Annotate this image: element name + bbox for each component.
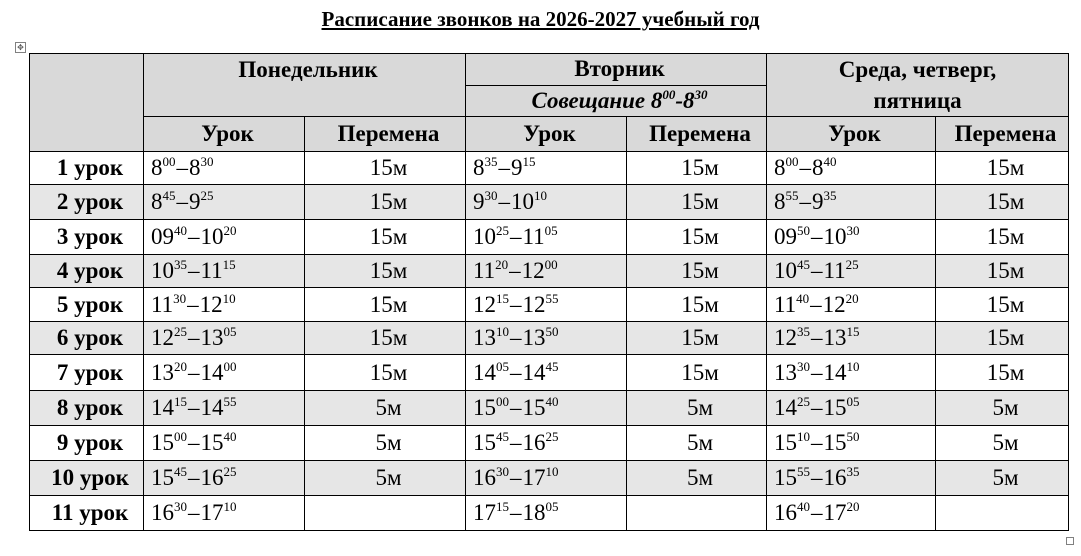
end-minute: 40 [823,154,837,169]
tuesday-meeting-end-min: 30 [694,86,708,102]
wed-lesson-time [767,185,936,220]
start-hour: 15 [774,430,798,455]
start-minute: 45 [797,257,811,272]
time-dash: – [811,465,823,490]
end-hour: 11 [200,258,223,283]
end-minute: 35 [846,464,860,479]
start-minute: 40 [796,290,810,306]
lesson-number: 4 урок [30,255,144,288]
start-minute: 30 [173,290,187,306]
table-row [30,426,1069,461]
start-minute: 05 [496,358,509,374]
end-hour: 10 [200,224,224,249]
tue-break: 15м [627,288,767,322]
start-hour: 13 [774,359,798,385]
mon-break: 5м [305,391,466,426]
end-hour: 13 [823,325,847,350]
tue-break: 5м [627,426,767,461]
tuesday-meeting-start-hour: 8 [650,87,663,113]
start-hour: 09 [774,224,798,249]
start-hour: 15 [151,430,174,455]
end-minute: 55 [545,290,559,306]
start-hour: 10 [151,258,174,283]
start-minute: 15 [496,290,509,306]
start-hour: 10 [774,258,798,283]
start-hour: 11 [473,258,496,283]
end-minute: 35 [823,188,837,203]
end-hour: 11 [823,258,846,283]
start-minute: 55 [785,188,799,203]
start-hour: 12 [774,325,798,350]
end-minute: 20 [846,499,860,514]
wed-lesson-time [767,426,936,461]
lesson-number: 8 урок [30,391,144,426]
start-hour: 14 [151,395,174,420]
lesson-number: 9 урок [30,426,144,461]
mon-lesson-time [144,355,305,391]
tue-break: 15м [627,355,767,391]
time-dash: – [176,189,188,214]
start-hour: 17 [473,500,496,525]
lesson-number: 1 урок [30,152,144,185]
end-minute: 05 [223,324,237,339]
end-minute: 25 [200,188,214,203]
tue-break: 15м [627,185,767,220]
tuesday-header: Вторник [466,54,767,86]
start-hour: 8 [151,155,163,180]
time-dash: – [510,359,522,385]
end-hour: 15 [823,430,847,455]
start-hour: 13 [473,325,496,350]
start-minute: 55 [797,464,811,479]
end-minute: 10 [846,358,860,374]
start-minute: 40 [797,499,811,514]
table-row [30,220,1069,255]
wed-lesson-time [767,220,936,255]
end-hour: 15 [200,430,224,455]
start-hour: 13 [151,359,174,385]
end-minute: 40 [223,429,237,444]
start-minute: 00 [785,154,799,169]
time-dash: – [811,430,823,455]
end-hour: 9 [812,189,824,214]
time-dash: – [510,465,522,490]
table-move-handle-icon[interactable]: ✥ [15,42,26,53]
end-minute: 20 [845,290,859,306]
end-minute: 20 [223,223,237,238]
start-minute: 30 [484,188,498,203]
table-row [30,322,1069,355]
end-hour: 14 [522,359,546,385]
mon-break: 5м [305,426,466,461]
start-minute: 15 [174,394,187,409]
time-dash: – [510,430,522,455]
end-minute: 05 [846,394,860,409]
end-hour: 14 [823,359,847,385]
mon-lesson-time [144,220,305,255]
monday-header: Понедельник [144,54,466,117]
wed-break: 15м [936,185,1069,220]
start-minute: 40 [174,223,187,238]
mon-break: 15м [305,288,466,322]
time-dash: – [811,325,823,350]
tue-break [627,496,767,531]
lesson-number: 10 урок [30,461,144,496]
wed-break-col-header: Перемена [936,117,1069,152]
wed-lesson-time [767,322,936,355]
end-hour: 13 [522,325,546,350]
start-minute: 45 [496,429,509,444]
end-minute: 45 [545,358,559,374]
lesson-number: 6 урок [30,322,144,355]
start-hour: 9 [473,189,485,214]
table-row [30,152,1069,185]
end-hour: 17 [200,500,224,525]
mon-break-col-header: Перемена [305,117,466,152]
tue-lesson-time [466,185,627,220]
mon-lesson-time [144,426,305,461]
end-minute: 15 [522,154,536,169]
mon-lesson-col-header: Урок [144,117,305,152]
time-dash: – [187,291,199,317]
lesson-number: 5 урок [30,288,144,322]
lesson-number: 11 урок [30,496,144,531]
tue-lesson-time [466,355,627,391]
end-hour: 14 [200,359,224,385]
time-dash: – [176,155,188,180]
lesson-number: 3 урок [30,220,144,255]
table-row [30,391,1069,426]
tue-break: 5м [627,461,767,496]
time-dash: – [188,430,200,455]
time-dash: – [510,395,522,420]
time-dash: – [509,258,521,283]
time-dash: – [498,189,510,214]
time-dash: – [188,258,200,283]
start-hour: 15 [473,395,496,420]
end-hour: 17 [522,465,546,490]
wed-break: 15м [936,288,1069,322]
end-hour: 16 [823,465,847,490]
end-hour: 18 [522,500,546,525]
time-dash: – [510,224,522,249]
start-minute: 35 [484,154,498,169]
end-minute: 55 [223,394,237,409]
tue-lesson-time [466,426,627,461]
time-dash: – [188,325,200,350]
mon-break: 15м [305,152,466,185]
table-row [30,461,1069,496]
end-minute: 25 [545,429,559,444]
wed-lesson-time [767,288,936,322]
end-minute: 05 [544,223,558,238]
end-hour: 12 [521,258,545,283]
end-hour: 10 [823,224,847,249]
tue-break: 15м [627,220,767,255]
wed-break: 15м [936,220,1069,255]
schedule-rows [30,152,1069,531]
start-hour: 15 [151,465,174,490]
end-hour: 8 [812,155,824,180]
end-hour: 10 [511,189,534,214]
end-hour: 12 [822,291,846,317]
end-minute: 50 [846,429,860,444]
start-minute: 25 [496,223,509,238]
table-row [30,496,1069,531]
start-minute: 50 [797,223,811,238]
time-dash: – [188,395,200,420]
tuesday-meeting-label: Совещание [531,87,646,113]
start-hour: 16 [774,500,798,525]
tue-lesson-time [466,220,627,255]
end-minute: 25 [845,257,859,272]
end-minute: 10 [534,188,547,203]
mon-lesson-time [144,322,305,355]
start-minute: 25 [174,324,187,339]
end-minute: 15 [222,257,236,272]
end-hour: 17 [823,500,847,525]
table-row [30,255,1069,288]
start-hour: 8 [774,155,786,180]
time-dash: – [811,359,823,385]
start-minute: 45 [174,464,187,479]
bell-schedule-table [29,53,1069,531]
tuesday-meeting: Совещание $8^{00}-8^{30}$ [466,85,767,117]
tuesday-meeting-start-min: 00 [662,86,676,102]
lesson-number: 2 урок [30,185,144,220]
time-dash: – [188,500,200,525]
end-hour: 9 [511,155,523,180]
start-hour: 8 [774,189,786,214]
table-row [30,185,1069,220]
start-hour: 16 [151,500,174,525]
time-dash: – [799,155,812,180]
end-minute: 25 [223,464,237,479]
tue-lesson-time [466,461,627,496]
start-minute: 35 [174,257,187,272]
start-minute: 00 [174,429,187,444]
wed-break: 15м [936,152,1069,185]
start-hour: 15 [473,430,496,455]
end-minute: 00 [544,257,558,272]
end-hour: 8 [189,155,201,180]
time-dash: – [188,224,200,249]
wed-break [936,496,1069,531]
tue-break: 5м [627,391,767,426]
end-minute: 10 [223,499,237,514]
mon-break: 15м [305,355,466,391]
time-dash: – [811,395,823,420]
mon-lesson-time [144,152,305,185]
end-minute: 40 [545,394,559,409]
start-minute: 15 [496,499,509,514]
start-minute: 10 [496,324,509,339]
start-hour: 11 [774,291,797,317]
start-minute: 00 [162,154,176,169]
start-hour: 8 [151,189,163,214]
wed-lesson-time [767,255,936,288]
wed-break: 15м [936,355,1069,391]
start-minute: 30 [174,499,187,514]
time-dash: – [811,500,823,525]
tue-break: 15м [627,152,767,185]
end-hour: 14 [200,395,224,420]
tue-lesson-time [466,152,627,185]
wed-break: 5м [936,461,1069,496]
mon-lesson-time [144,255,305,288]
start-hour: 11 [151,291,174,317]
end-minute: 15 [846,324,860,339]
wed-break: 5м [936,426,1069,461]
start-hour: 14 [774,395,798,420]
mon-lesson-time [144,288,305,322]
end-hour: 15 [522,395,546,420]
start-minute: 00 [496,394,509,409]
end-hour: 11 [522,224,545,249]
lesson-number: 7 урок [30,355,144,391]
start-hour: 8 [473,155,485,180]
start-hour: 09 [151,224,174,249]
start-minute: 25 [797,394,811,409]
time-dash: – [188,359,200,385]
wed-lesson-time [767,461,936,496]
tue-break-col-header: Перемена [627,117,767,152]
start-hour: 10 [473,224,496,249]
wed-lesson-time [767,496,936,531]
end-hour: 16 [522,430,546,455]
end-minute: 50 [545,324,559,339]
mon-break: 15м [305,220,466,255]
mon-lesson-time [144,185,305,220]
start-minute: 20 [495,257,509,272]
end-hour: 12 [522,291,546,317]
end-minute: 00 [223,358,237,374]
mon-lesson-time [144,496,305,531]
start-hour: 15 [774,465,798,490]
start-minute: 20 [174,358,187,374]
wed-fri-header: Среда, четверг, пятница [767,54,1069,117]
time-dash: – [498,155,510,180]
table-row [30,288,1069,322]
end-hour: 12 [199,291,223,317]
mon-break [305,496,466,531]
end-minute: 30 [846,223,860,238]
wed-lesson-time [767,152,936,185]
start-hour: 14 [473,359,496,385]
tue-break: 15м [627,255,767,288]
end-hour: 16 [200,465,224,490]
tuesday-meeting-end-hour: 8 [683,87,695,113]
end-hour: 15 [823,395,847,420]
tue-lesson-time [466,255,627,288]
mon-break: 5м [305,461,466,496]
wed-break: 5м [936,391,1069,426]
start-hour: 16 [473,465,496,490]
wed-break: 15м [936,255,1069,288]
start-minute: 30 [797,358,811,374]
end-minute: 05 [545,499,559,514]
tue-lesson-time [466,496,627,531]
tue-break: 15м [627,322,767,355]
corner-cell [30,54,144,152]
wed-lesson-time [767,391,936,426]
tue-lesson-time [466,391,627,426]
mon-break: 15м [305,185,466,220]
wed-break: 15м [936,322,1069,355]
start-minute: 35 [797,324,811,339]
end-minute: 10 [222,290,236,306]
wed-lesson-col-header: Урок [767,117,936,152]
end-minute: 10 [545,464,559,479]
tue-lesson-time [466,288,627,322]
time-dash: – [510,500,522,525]
tue-lesson-col-header: Урок [466,117,627,152]
start-minute: 45 [162,188,176,203]
time-dash: – [810,291,822,317]
table-resize-handle[interactable] [1066,537,1074,545]
tue-lesson-time [466,322,627,355]
wed-lesson-time [767,355,936,391]
mon-break: 15м [305,322,466,355]
time-dash: – [188,465,200,490]
mon-break: 15м [305,255,466,288]
start-minute: 30 [496,464,509,479]
document-title: Расписание звонков на 2026-2027 учебный год [321,7,760,31]
mon-lesson-time [144,461,305,496]
start-hour: 12 [151,325,174,350]
end-hour: 9 [189,189,201,214]
time-dash: – [811,258,823,283]
time-dash: – [510,291,522,317]
time-dash: – [799,189,812,214]
end-minute: 30 [200,154,214,169]
start-hour: 12 [473,291,496,317]
table-row [30,355,1069,391]
end-hour: 13 [200,325,224,350]
mon-lesson-time [144,391,305,426]
start-minute: 10 [797,429,811,444]
time-dash: – [811,224,823,249]
time-dash: – [510,325,522,350]
